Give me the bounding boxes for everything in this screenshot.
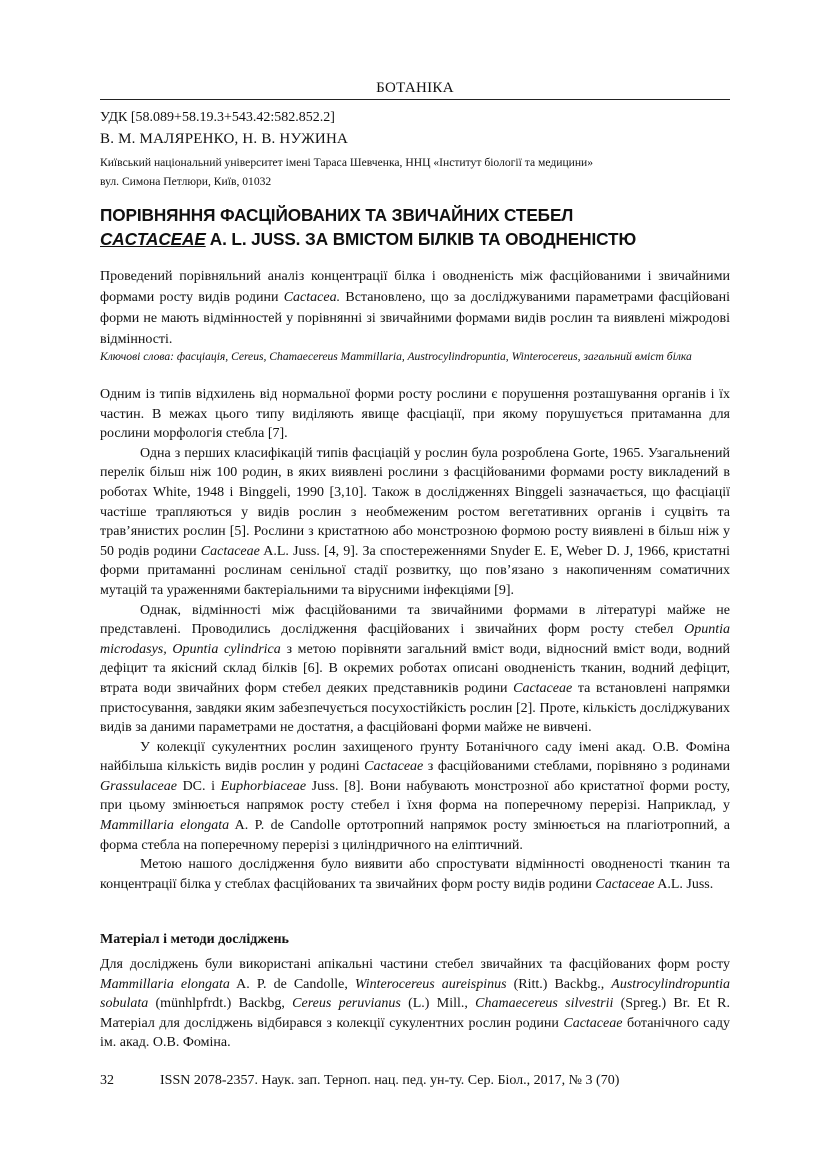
paragraph-4 <box>100 738 730 856</box>
text-run: Для досліджень були використані апікальні частини стебел звичайних та фасційованих форм росту <box>100 957 730 972</box>
taxon: Cactaceae <box>595 876 655 892</box>
text-run: A.L. Juss. <box>654 876 714 892</box>
text-run: (Spreg.) Br. Et R. Матеріал для досліджень відбирався з колекції сукулентних рослин родини <box>100 996 730 1031</box>
taxon: Mammillaria elongata <box>100 818 230 834</box>
affiliation-line-2: вул. Симона Петлюри, Київ, 01032 <box>100 175 272 188</box>
authors: В. М. МАЛЯРЕНКО, Н. В. НУЖИНА <box>100 131 349 147</box>
taxon: Austrocylindropuntia sobulata <box>100 976 730 1012</box>
paragraph-2 <box>100 444 730 601</box>
affiliation-line-1: Київський національний університет імені Тараса Шевченка, ННЦ «Інститут біології та медицини» <box>100 156 594 169</box>
text-run: з метою порівняти загальний вміст води, відносний вміст води, водний дефіцит та якісний склад білків [6]. В окремих роботах описані оводненість тканин, водний дефіцит, втрата води звичайних форм стебел деяких представників родини <box>100 641 730 696</box>
text-run: A. P. de Candolle, <box>229 976 355 992</box>
title-line-1: ПОРІВНЯННЯ ФАСЦІЙОВАНИХ ТА ЗВИЧАЙНИХ СТЕБЕЛ <box>100 205 574 225</box>
taxon: Grassulaceae <box>100 778 177 794</box>
text-run: Juss. [8]. Вони набувають монстрозної або кристатної форми росту, при цьому змінюється напрямок росту стебел і їхня форма на поперечному перерізі. Наприклад, у <box>100 778 730 814</box>
taxon: Cactaceae <box>563 1015 623 1031</box>
abstract-taxon: Cactacea. <box>283 290 341 305</box>
paragraph-3 <box>100 601 730 738</box>
udk-code: УДК [58.089+58.19.3+543.42:582.852.2] <box>100 110 335 125</box>
section-header: БОТАНІКА <box>376 80 454 96</box>
affiliation <box>100 153 593 191</box>
taxon: Chamaecereus silvestrii <box>475 996 614 1012</box>
taxon: Cactaceae <box>513 680 573 696</box>
text-run: з фасційованими стеблами, порівняно з родинами <box>423 759 730 775</box>
taxon: Winterocereus aureispinus <box>354 976 507 992</box>
taxon: Euphorbiaceae <box>220 778 307 794</box>
paragraph-1: Одним із типів відхилень від нормальної форми росту рослини є порушення розташування органів і їх частин. В межах цього типу виділяють явище фасціації, при якому порушується притаманна для рослини морфологія стебла [7]. <box>100 387 730 442</box>
taxon: Cactaceae <box>364 759 424 775</box>
text-run: A.L. Juss. [4, 9]. За спостереженнями Snyder E. E, Weber D. J, 1966, кристатні форми притаманні рослинам сенільної стадії розвитку, що пов’язано з накопиченням соматичних мутацій та ураженнями бактеріальними та вірусними інфекціями [9]. <box>100 543 731 598</box>
methods-text <box>100 955 730 1053</box>
text-run: Одна з перших класифікацій типів фасціацій у рослин була розроблена Gorte, 1965. Узагальнений перелік більш ніж 100 родин, в яких виявлені рослини з фасційованими формами росту викладений в роботах White, 1948 і Binggeli, 1990 [3,10]. Також в дослідженнях Binggeli зазначається, що фасціації частіше трапляються у видів рослин з необмеженим ростом вегетативних органів і суцвіть та трав’янистих рослин [5]. Рослини з кристатною або монстрозною формою росту виявлені в більш ніж у 50 родів родини <box>100 445 730 559</box>
taxon: Cactaceae <box>200 543 260 559</box>
text-run: DC. і <box>177 778 221 794</box>
abstract <box>100 266 730 350</box>
abstract-text-cont: Встановлено, що за досліджуваними параметрами фасційовані форми не мають відмінностей у порівнянні зі звичайними формами видів рослин та виявлені міжродові відмінності. <box>100 290 731 347</box>
text-run: та встановлені напрямки пристосування, завдяки яким забезпечується посухостійкість рослин [2]. Проте, кількість досліджуваних видів за даними параметрами не достатня, а фасційовані форми майже не вивчені. <box>100 680 730 736</box>
paragraph-5 <box>100 855 730 894</box>
page-number: 32 <box>100 1073 114 1088</box>
text-run: ботанічного саду ім. акад. О.В. Фоміна. <box>100 1015 730 1051</box>
taxon: Mammillaria elongata <box>100 976 230 992</box>
methods-heading: Матеріал і методи досліджень <box>100 932 289 947</box>
text-run: Однак, відмінності між фасційованими та звичайними формами в літературі майже не представлені. Проводились дослідження фасційованих і звичайних форм росту стебел <box>100 602 730 638</box>
article-body <box>100 385 730 894</box>
journal-citation: ISSN 2078-2357. Наук. зап. Терноп. нац. пед. ун-ту. Сер. Біол., 2017, № 3 (70) <box>160 1073 620 1088</box>
text-run: Метою нашого дослідження було виявити або спростувати відмінності оводненості тканин та концентрації білка у стеблах фасційованих та звичайних форм росту видів родини <box>100 857 730 892</box>
text-run: (L.) Mill., <box>400 996 476 1012</box>
text-run: (Ritt.) Backbg., <box>506 976 612 992</box>
text-run: A. P. de Candolle ортотропний напрямок росту змінюється на плагіотропний, а форма стебла на поперечному перерізі з циліндричного на еліптичний. <box>100 818 731 853</box>
keywords: Ключові слова: фасціація, Cereus, Chamaecereus Mammillaria, Austrocylindropuntia, Winterocereus, загальний вміст білка <box>100 350 692 363</box>
title-line-2 <box>100 227 730 251</box>
taxon: Cereus peruvianus <box>292 996 401 1012</box>
text-run: У колекції сукулентних рослин захищеного ґрунту Ботанічного саду імені акад. О.В. Фоміна найбільша кількість видів рослин у родині <box>100 739 730 775</box>
title-taxon: CACTACEAE <box>100 229 206 249</box>
title-line-2-rest: A. L. JUSS. ЗА ВМІСТОМ БІЛКІВ ТА ОВОДНЕНІСТЮ <box>205 229 637 249</box>
text-run: (münhlpfrdt.) Backbg, <box>148 996 293 1012</box>
abstract-text: Проведений порівняльний аналіз концентрації білка і оводненість між фасційованими і звичайними формами росту видів родини <box>100 269 730 305</box>
header-divider <box>100 99 730 100</box>
taxon: Opuntia microdasys, Opuntia cylindrica <box>100 622 730 657</box>
article-title <box>100 203 730 251</box>
